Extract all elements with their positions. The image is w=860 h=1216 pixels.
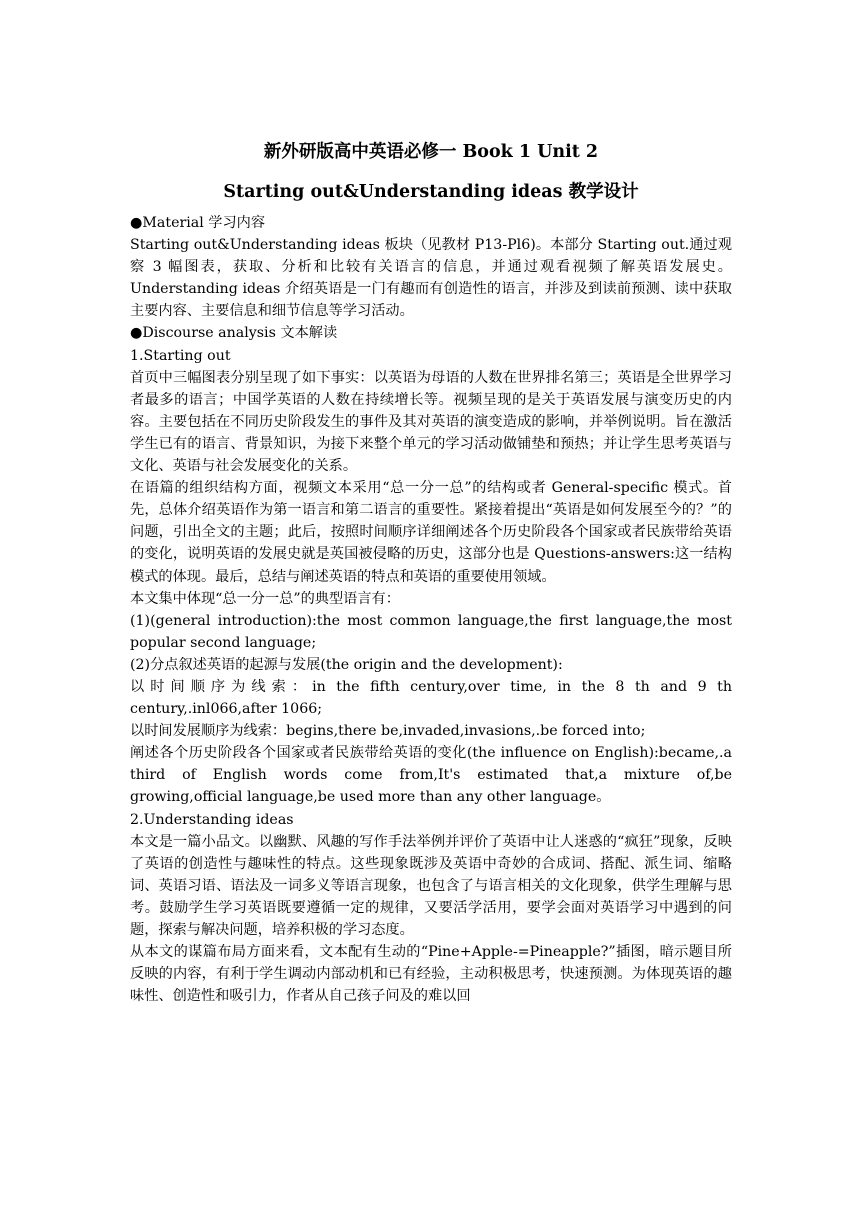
section-heading-material: ●Material 学习内容 (130, 215, 266, 231)
paragraph-starting-out-2: 在语篇的组织结构方面，视频文本采用“总一分一总”的结构或者 General-specific 模式。首先，总体介绍英语作为第一语言和第二语言的重要性。紧接着提出“英语是如何发展至今的？”的问题，引出全文的主题；此后，按照时间顺序详细阐述各个历史阶段各个国家或者民族带给英语的变化，说明英语的发展史就是英国被侵略的历史，这部分也是 Questions-answers:这一结构模式的体现。最后，总结与阐述英语的特点和英语的重要使用领域。 (130, 480, 732, 585)
document-page (130, 140, 732, 1007)
paragraph-typical-language: 本文集中体现“总一分一总”的典型语言有： (130, 590, 400, 607)
list-item-development-clue: 以时间发展顺序为线索：begins,there be,invaded,invasions,.be forced into; (130, 723, 646, 740)
list-item-1: (1)(general introduction):the most common language,the first language,the most popular second language; (130, 612, 732, 651)
paragraph-understanding-2: 从本文的谋篇布局方面来看，文本配有生动的“Pine+Apple-=Pineapple?”插图，暗示题目所反映的内容，有利于学生调动内部动机和已有经验，主动积极思考，快速预测。为体现英语的趣味性、创造性和吸引力，作者从自己孩子问及的难以回 (130, 944, 732, 1005)
list-item-time-clue: 以时间顺序为线索：in the fifth century,over time, in the 8 th and 9 th century,.inl066,after 1066; (130, 678, 732, 718)
document-subtitle: Starting out&Understanding ideas 教学设计 (223, 182, 639, 202)
document-body (130, 212, 732, 1007)
paragraph-starting-out-1: 首页中三幅图表分别呈现了如下事实：以英语为母语的人数在世界排名第三；英语是全世界学习者最多的语言；中国学英语的人数在持续增长等。视频呈现的是关于英语发展与演变历史的内容。主要包括在不同历史阶段发生的事件及其对英语的演变造成的影响，并举例说明。旨在激活学生已有的语言、背景知识，为接下来整个单元的学习活动做铺垫和预热；并让学生思考英语与文化、英语与社会发展变化的关系。 (130, 369, 732, 475)
document-title: 新外研版高中英语必修一 Book 1 Unit 2 (263, 142, 599, 162)
paragraph-understanding-1: 本文是一篇小品文。以幽默、风趣的写作手法举例并评价了英语中让人迷惑的“疯狂”现象，反映了英语的创造性与趣味性的特点。这些现象既涉及英语中奇妙的合成词、搭配、派生词、缩略词、英语习语、语法及一词多义等语言现象，也包含了与语言相关的文化现象，供学生理解与思考。鼓励学生学习英语既要遵循一定的规律，又要活学活用，要学会面对英语学习中遇到的问题，探索与解决问题，培养积极的学习态度。 (130, 833, 732, 938)
subheading-understanding-ideas: 2.Understanding ideas (130, 811, 294, 828)
paragraph-material: Starting out&Understanding ideas 板块（见教材 P13-Pl6)。本部分 Starting out.通过观察 3 幅图表，获取、分析和比较有关语言的信息，并通过观看视频了解英语发展史。Understanding ideas 介绍英语是一门有趣而有创造性的语言，并涉及到读前预测、读中获取主要内容、主要信息和细节信息等学习活动。 (130, 237, 732, 320)
subheading-starting-out: 1.Starting out (130, 347, 231, 364)
list-item-influence: 阐述各个历史阶段各个国家或者民族带给英语的变化(the influence on English):became,.a third of English words come from,It's estimated that,a mixture of,be growing,official language,be used more than any other language。 (130, 745, 732, 806)
section-heading-discourse: ●Discourse analysis 文本解读 (130, 325, 338, 342)
list-item-2: (2)分点叙述英语的起源与发展(the origin and the development): (130, 656, 563, 673)
